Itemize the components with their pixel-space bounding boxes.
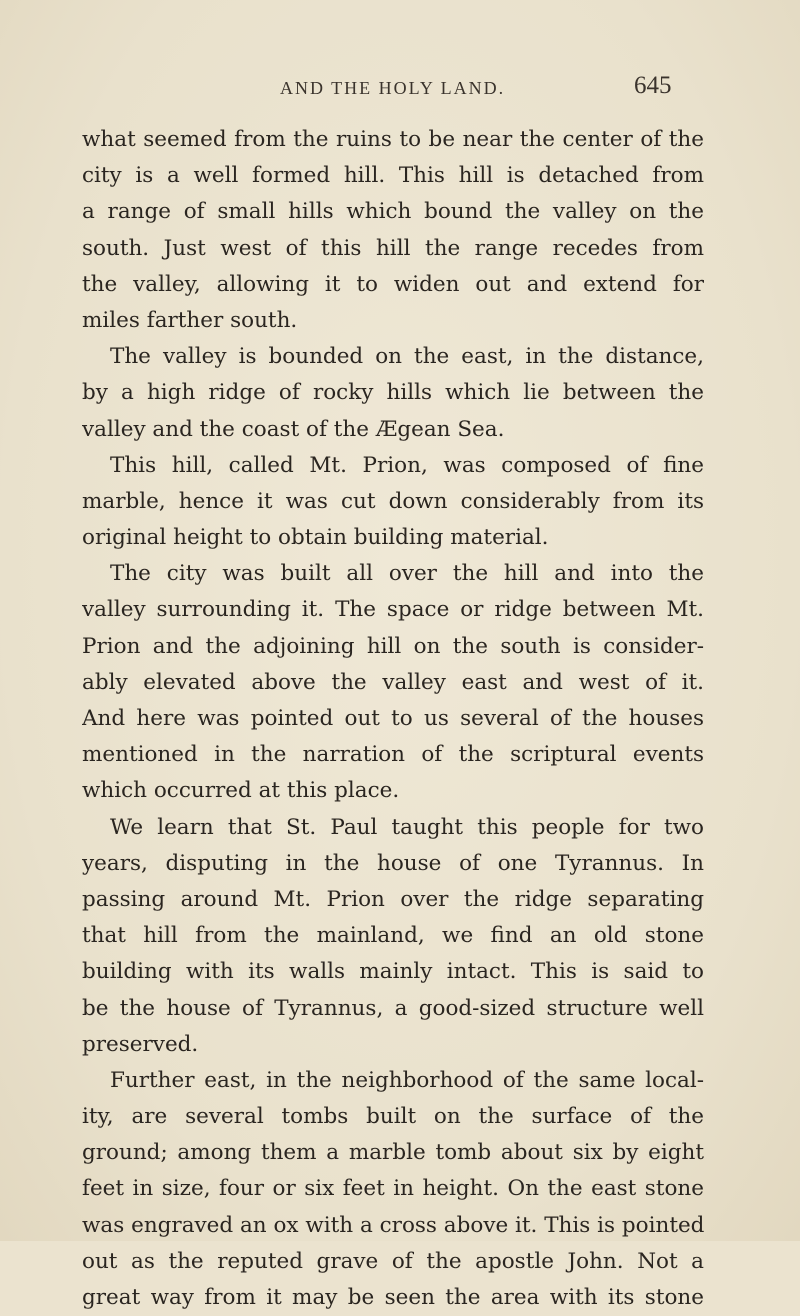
- page-number: 645: [634, 72, 672, 99]
- body-text: [82, 122, 704, 1316]
- text-line: Further east, in the neighborhood of the same local-: [110, 1067, 704, 1093]
- text-line: The city was built all over the hill and into the: [110, 561, 704, 587]
- text-line: years, disputing in the house of one Tyrannus. In: [82, 850, 704, 876]
- running-head: AND THE HOLY LAND.: [280, 78, 506, 98]
- text-line: And here was pointed out to us several of the houses: [82, 706, 704, 731]
- text-line: feet in size, four or six feet in height. On the east stone: [82, 1176, 704, 1202]
- text-line: This hill, called Mt. Prion, was composed of fine: [110, 452, 704, 478]
- text-line: ity, are several tombs built on the surface of the: [82, 1104, 704, 1130]
- text-line: mentioned in the narration of the scriptural events: [82, 742, 704, 768]
- text-line: out as the reputed grave of the apostle John. Not a: [82, 1248, 704, 1274]
- text-line: valley and the coast of the Ægean Sea.: [82, 416, 505, 442]
- text-line: be the house of Tyrannus, a good-sized structure well: [82, 995, 704, 1021]
- text-line: passing around Mt. Prion over the ridge separating: [82, 886, 704, 912]
- text-line: original height to obtain building material.: [82, 525, 549, 551]
- text-line: a range of small hills which bound the valley on the: [82, 199, 704, 225]
- text-line: ably elevated above the valley east and west of it.: [82, 669, 704, 695]
- text-line: valley surrounding it. The space or ridge between Mt.: [82, 597, 704, 623]
- text-line: We learn that St. Paul taught this people for two: [110, 814, 704, 840]
- text-line: marble, hence it was cut down considerably from its: [82, 488, 704, 514]
- text-line: which occurred at this place.: [82, 778, 400, 804]
- text-line: Prion and the adjoining hill on the south is consider-: [82, 633, 704, 659]
- text-line: was engraved an ox with a cross above it. This is pointed: [82, 1212, 704, 1238]
- text-line: south. Just west of this hill the range recedes from: [82, 235, 704, 261]
- text-line: building with its walls mainly intact. This is said to: [82, 959, 704, 985]
- text-line: great way from it may be seen the area with its stone: [82, 1285, 704, 1310]
- text-line: by a high ridge of rocky hills which lie between the: [82, 380, 704, 406]
- text-line: that hill from the mainland, we find an old stone: [82, 923, 704, 949]
- text-line: The valley is bounded on the east, in the distance,: [110, 344, 704, 370]
- text-line: the valley, allowing it to widen out and extend for: [82, 271, 704, 297]
- text-line: ground; among them a marble tomb about six by eight: [82, 1140, 704, 1166]
- text-line: preserved.: [82, 1031, 199, 1057]
- text-line: miles farther south.: [82, 307, 298, 333]
- text-line: city is a well formed hill. This hill is detached from: [82, 163, 704, 189]
- text-line: what seemed from the ruins to be near the center of the: [82, 127, 704, 152]
